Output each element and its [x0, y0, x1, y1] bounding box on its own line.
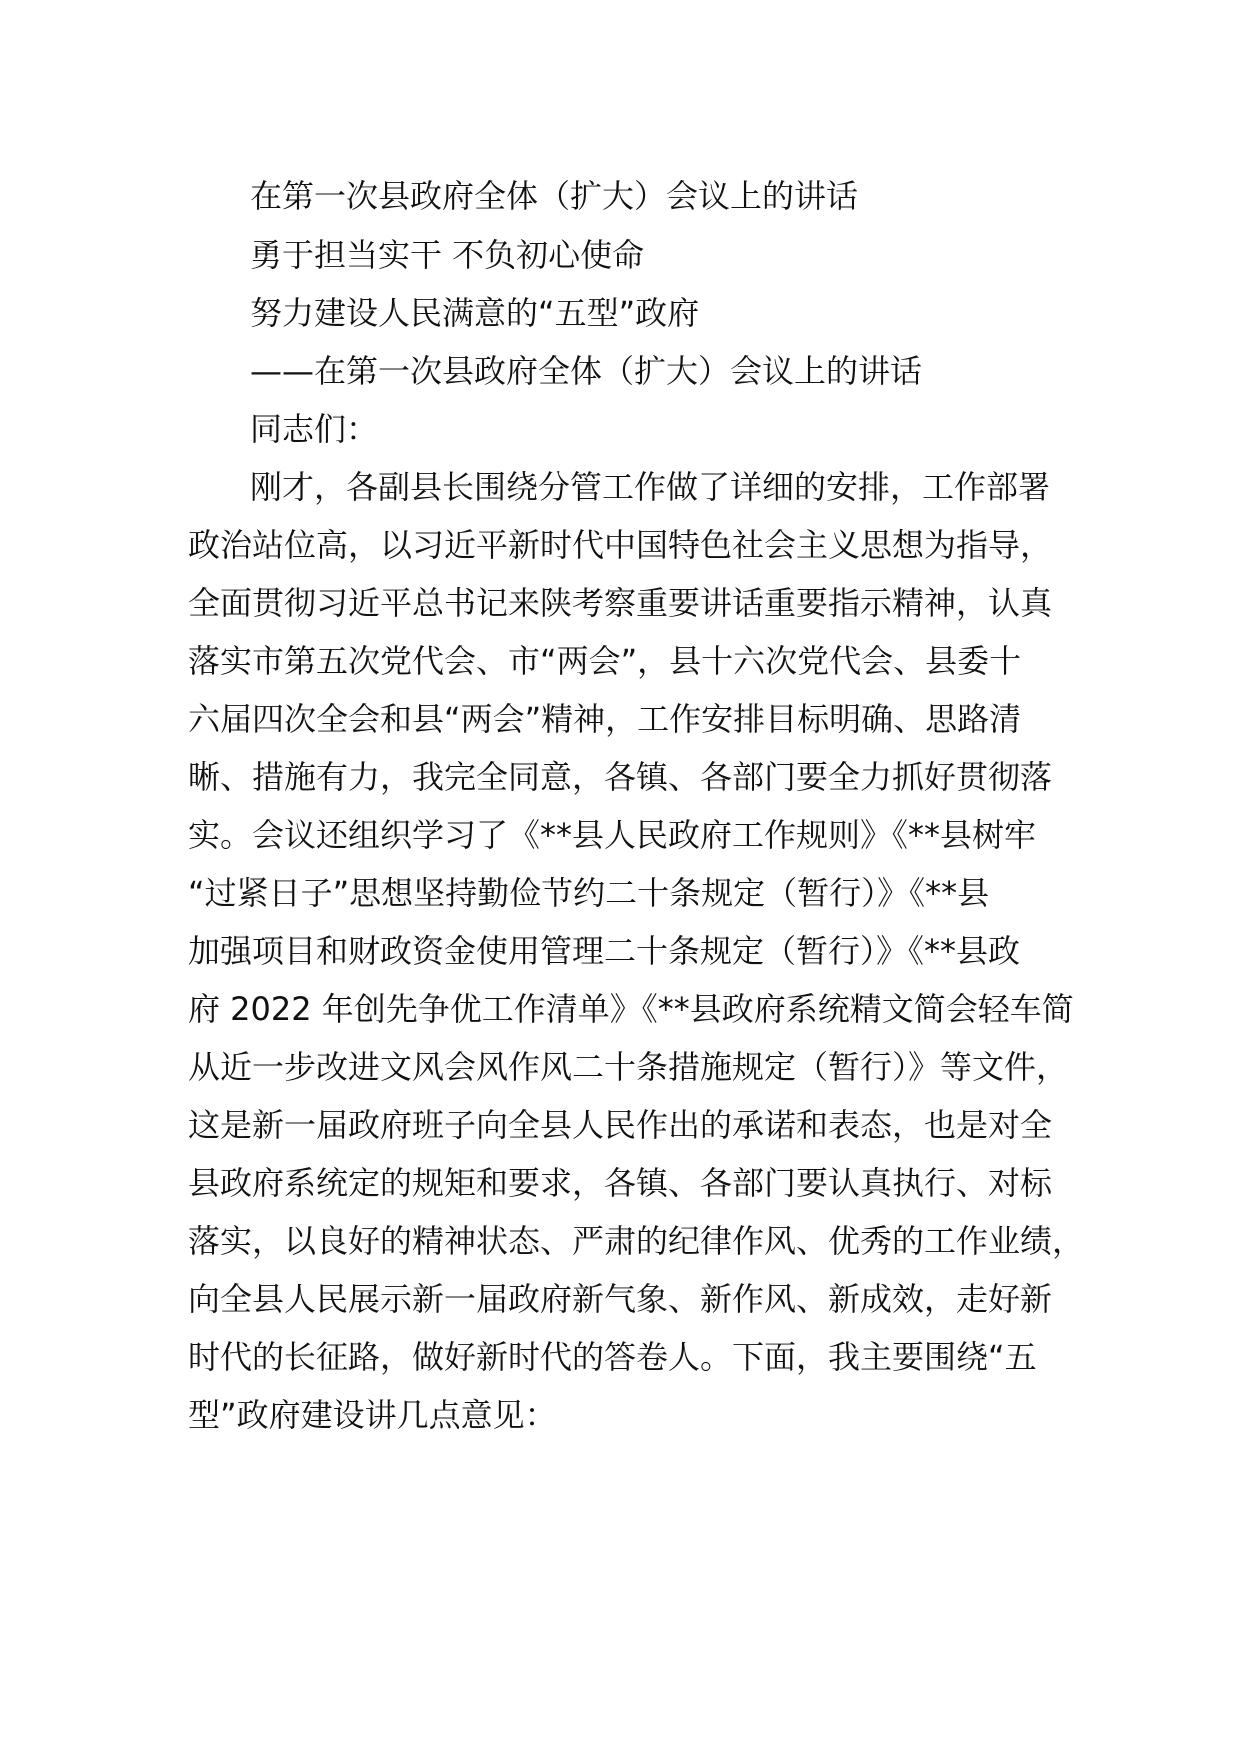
salutation: 同志们： — [250, 410, 379, 448]
body-line: 型”政府建设讲几点意见： — [188, 1396, 557, 1434]
body-line: “过紧日子”思想坚持勤俭节约二十条规定（暂行）》《**县 — [188, 874, 990, 912]
body-line: 加强项目和财政资金使用管理二十条规定（暂行）》《**县政 — [188, 932, 1021, 970]
body-line: 落实，以良好的精神状态、严肃的纪律作风、优秀的工作业绩， — [188, 1222, 1085, 1260]
body-line: 晰、措施有力，我完全同意，各镇、各部门要全力抓好贯彻落 — [188, 758, 1053, 796]
body-line: 这是新一届政府班子向全县人民作出的承诺和表态，也是对全 — [188, 1106, 1053, 1144]
body-line: 六届四次全会和县“两会”精神，工作安排目标明确、思路清 — [188, 700, 1022, 738]
body-line: 府 2022 年创先争优工作清单》《**县政府系统精文简会轻车简 — [188, 990, 1074, 1028]
heading-line-3: 努力建设人民满意的“五型”政府 — [250, 294, 700, 332]
body-line: 从近一步改进文风会风作风二十条措施规定（暂行）》等文件， — [188, 1048, 1069, 1086]
body-line: 政治站位高，以习近平新时代中国特色社会主义思想为指导， — [188, 526, 1053, 564]
heading-line-2: 勇于担当实干 不负初心使命 — [250, 236, 645, 274]
body-line: 实。会议还组织学习了《**县人民政府工作规则》《**县树牢 — [188, 816, 1037, 854]
body-line: 向全县人民展示新一届政府新气象、新作风、新成效，走好新 — [188, 1280, 1053, 1318]
heading-line-4: ——在第一次县政府全体（扩大）会议上的讲话 — [250, 352, 923, 390]
body-line: 全面贯彻习近平总书记来陕考察重要讲话重要指示精神，认真 — [188, 584, 1053, 622]
body-line: 刚才，各副县长围绕分管工作做了详细的安排，工作部署 — [250, 468, 1051, 506]
body-line: 县政府系统定的规矩和要求，各镇、各部门要认真执行、对标 — [188, 1164, 1053, 1202]
body-line: 落实市第五次党代会、市“两会”，县十六次党代会、县委十 — [188, 642, 1022, 680]
heading-line-1: 在第一次县政府全体（扩大）会议上的讲话 — [250, 177, 859, 215]
body-line: 时代的长征路，做好新时代的答卷人。下面，我主要围绕“五 — [188, 1338, 1037, 1376]
